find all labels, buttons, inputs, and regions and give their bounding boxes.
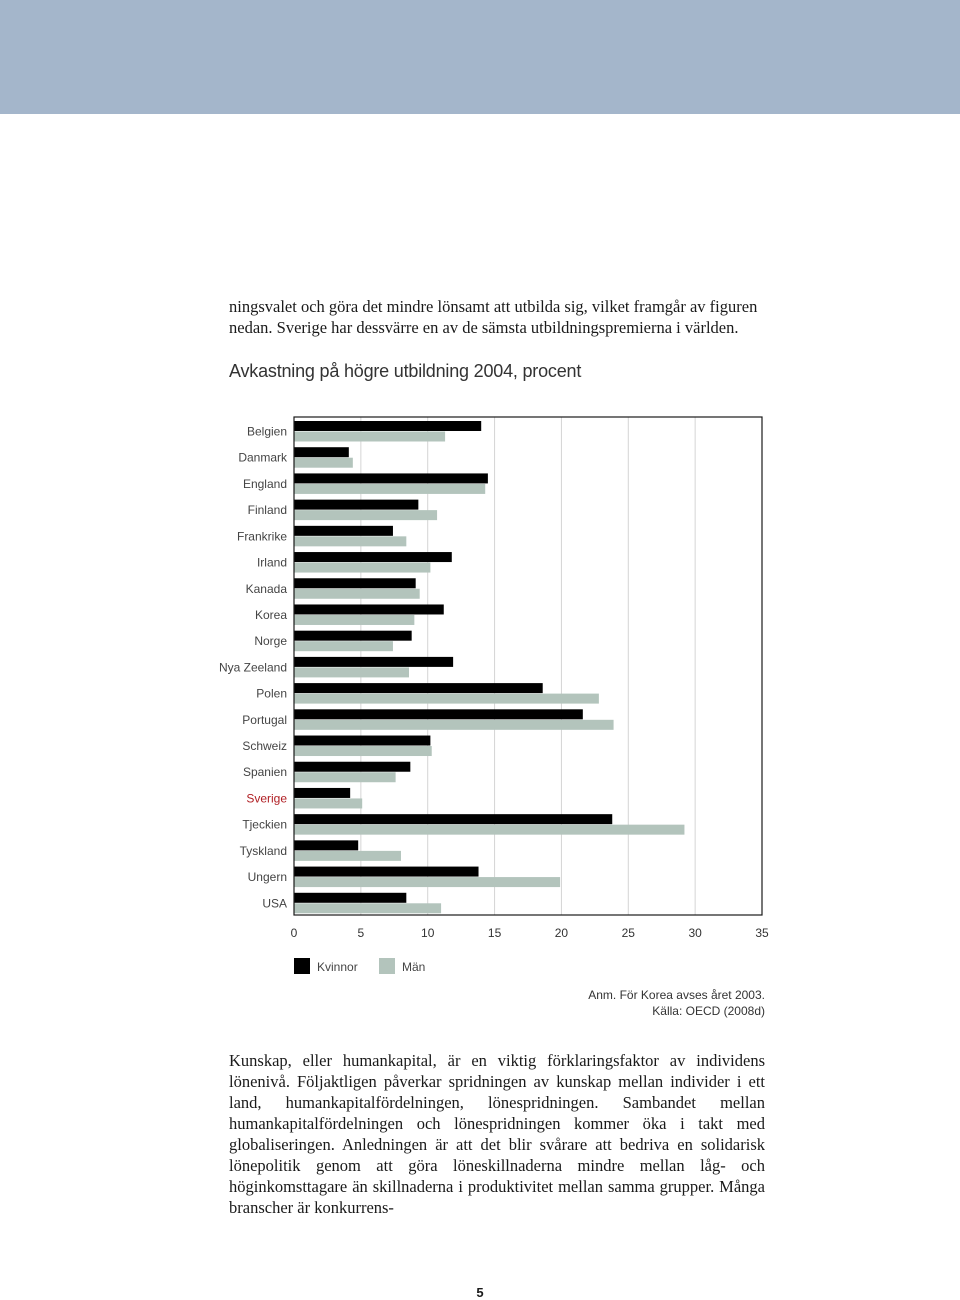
bar-man-15 <box>294 825 684 835</box>
bar-man-18 <box>294 903 441 913</box>
x-tick-labels <box>291 926 769 940</box>
body-paragraph: Kunskap, eller humankapital, är en viktig förklaringsfaktor av individens lönenivå. Följaktligen påverkar spridningen av kunskap mellan individer i ett land, humankapitalfördelningen, lönespridningen. Sambandet mellan humankapitalfördelningen och lönespridningen kommer öka i takt med globaliseringen. Anledningen är att det blir svårare att bedriva en solidarisk lönepolitik genom att göra löneskillnaderna mindre mellan låg- och höginkomsttagare än skillnaderna i produktivitet mellan samma grupper. Många branscher är konkurrens- <box>229 1051 765 1217</box>
bar-kvinnor-0 <box>294 421 481 431</box>
x-tick-label: 25 <box>621 926 635 940</box>
bar-man-2 <box>294 484 485 494</box>
bar-man-12 <box>294 746 432 756</box>
bar-kvinnor-5 <box>294 552 452 562</box>
x-tick-label: 5 <box>357 926 365 940</box>
bar-man-17 <box>294 877 560 887</box>
bar-man-7 <box>294 615 414 625</box>
bar-kvinnor-7 <box>294 604 444 614</box>
bar-man-0 <box>294 432 445 442</box>
category-label: Danmark <box>238 450 287 465</box>
legend-label: Kvinnor <box>317 960 358 974</box>
bar-kvinnor-13 <box>294 762 410 772</box>
x-tick-label: 20 <box>554 926 569 940</box>
page-number: 5 <box>476 1285 484 1300</box>
category-label: Spanien <box>242 765 287 780</box>
bar-kvinnor-10 <box>294 683 543 693</box>
bar-kvinnor-2 <box>294 473 488 483</box>
bars <box>294 421 684 913</box>
chart-title: Avkastning på högre utbildning 2004, procent <box>229 361 582 381</box>
bar-man-1 <box>294 458 353 468</box>
category-label: Frankrike <box>236 529 287 544</box>
legend-swatch <box>294 958 310 974</box>
bar-kvinnor-18 <box>294 893 406 903</box>
bar-man-10 <box>294 694 599 704</box>
bar-kvinnor-11 <box>294 709 583 719</box>
chart-note: Anm. För Korea avses året 2003. <box>588 988 765 1002</box>
bar-man-8 <box>294 641 393 651</box>
category-label: Tjeckien <box>242 817 287 832</box>
category-label: England <box>242 476 287 491</box>
bar-man-3 <box>294 510 437 520</box>
bar-man-11 <box>294 720 614 730</box>
category-label: Nya Zeeland <box>218 660 287 675</box>
bar-kvinnor-14 <box>294 788 350 798</box>
category-label: Polen <box>256 686 287 701</box>
category-label: Korea <box>254 607 287 622</box>
category-label: Tyskland <box>239 843 287 858</box>
bar-kvinnor-8 <box>294 631 412 641</box>
bar-kvinnor-12 <box>294 736 430 746</box>
x-tick-label: 0 <box>290 926 298 940</box>
bar-kvinnor-6 <box>294 578 416 588</box>
category-label: Portugal <box>242 712 287 727</box>
category-label: Kanada <box>245 581 287 596</box>
bar-man-13 <box>294 772 396 782</box>
x-tick-label: 15 <box>487 926 502 940</box>
bar-man-16 <box>294 851 401 861</box>
category-label: Sverige <box>246 791 287 806</box>
intro-paragraph: ningsvalet och göra det mindre lönsamt att utbilda sig, vilket framgår av figuren nedan. Sverige har dessvärre en av de sämsta utbildningspremierna i världen. <box>229 297 758 337</box>
legend-label: Män <box>402 960 426 974</box>
bar-kvinnor-17 <box>294 867 479 877</box>
category-label: Belgien <box>246 424 287 439</box>
bar-kvinnor-9 <box>294 657 453 667</box>
x-tick-label: 30 <box>688 926 702 940</box>
chart-source: Källa: OECD (2008d) <box>652 1004 765 1018</box>
bar-kvinnor-4 <box>294 526 393 536</box>
category-label: Ungern <box>247 870 287 885</box>
category-label: Norge <box>254 634 287 649</box>
bar-man-6 <box>294 589 420 599</box>
bar-man-4 <box>294 536 406 546</box>
category-label: Irland <box>256 555 287 570</box>
x-tick-label: 10 <box>421 926 435 940</box>
bar-man-5 <box>294 563 430 573</box>
category-label: Finland <box>247 503 287 518</box>
category-label: Schweiz <box>242 739 287 754</box>
bar-kvinnor-15 <box>294 814 612 824</box>
legend-swatch <box>379 958 395 974</box>
category-labels <box>219 425 288 911</box>
bar-kvinnor-1 <box>294 447 349 457</box>
bar-man-9 <box>294 667 409 677</box>
category-label: USA <box>262 896 287 911</box>
x-tick-label: 35 <box>755 926 769 940</box>
bar-kvinnor-3 <box>294 500 418 510</box>
legend <box>294 958 425 974</box>
bar-kvinnor-16 <box>294 840 358 850</box>
bar-man-14 <box>294 798 362 808</box>
